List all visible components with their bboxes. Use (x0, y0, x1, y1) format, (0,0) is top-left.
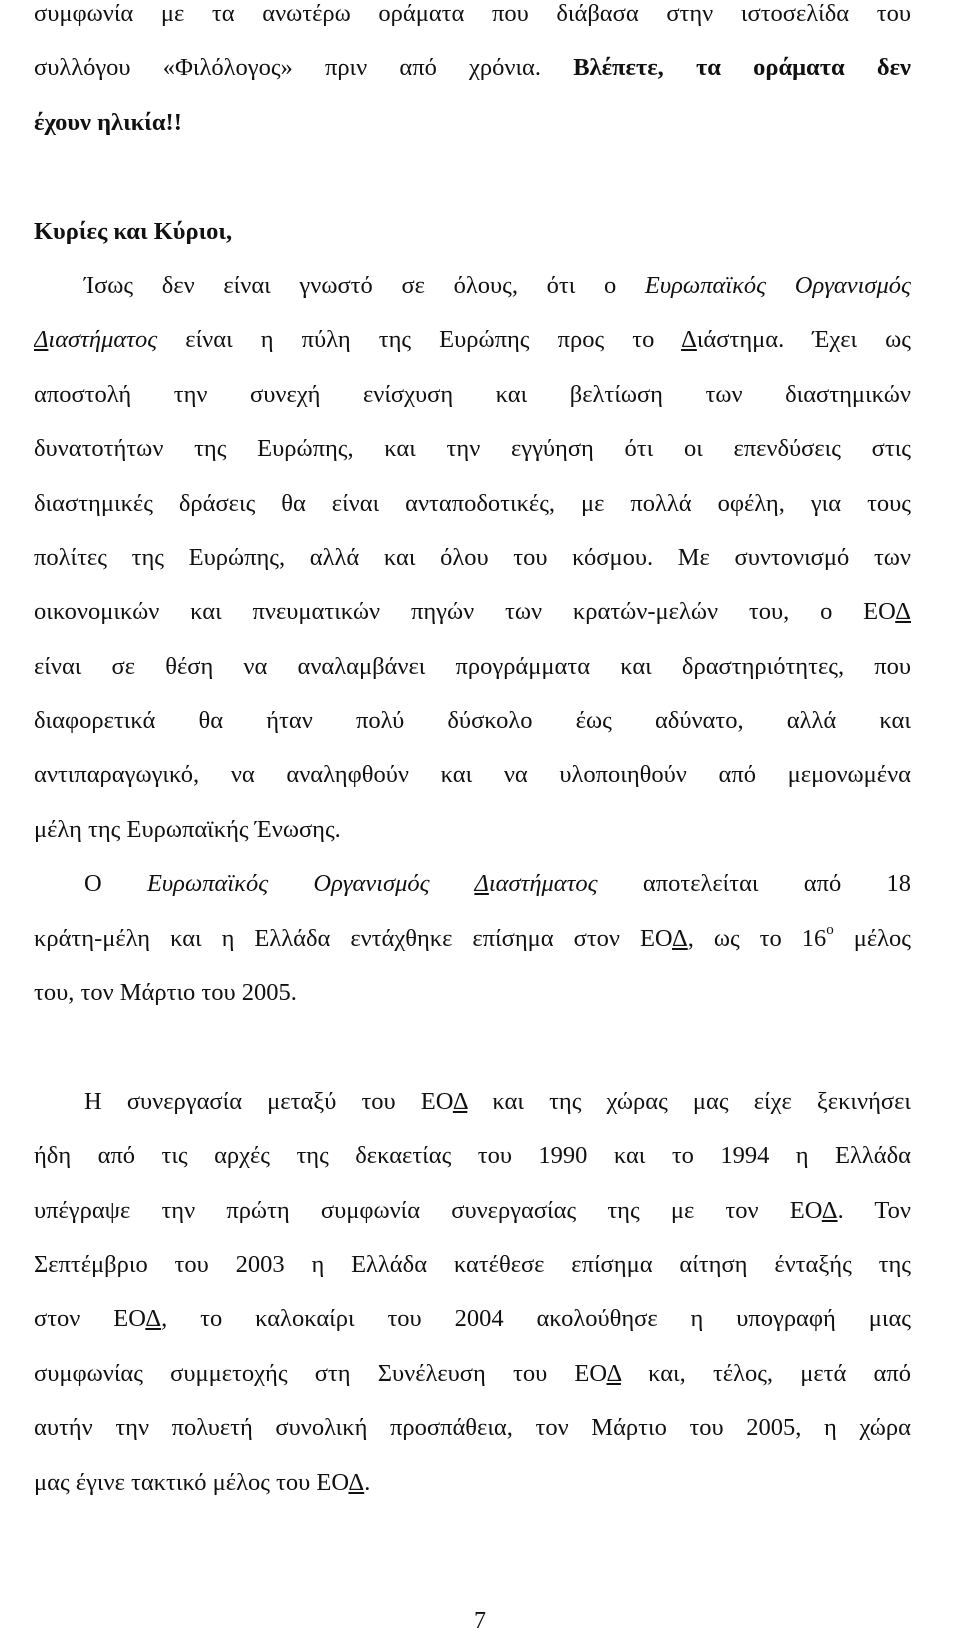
para1-line-4: δυνατοτήτων της Ευρώπης, και την εγγύηση ότι οι επενδύσεις στις (34, 435, 911, 463)
para3-line-1: Η συνεργασία μεταξύ του ΕΟΔ και της χώρας μας είχε ξεκινήσει (84, 1087, 911, 1115)
document-page (34, 0, 911, 1510)
para3-line-4: Σεπτέμβριο του 2003 η Ελλάδα κατέθεσε επίσημα αίτηση ένταξής της (34, 1250, 911, 1278)
para3-line-7: αυτήν την πολυετή συνολική προσπάθεια, τον Μάρτιο του 2005, η χώρα (34, 1414, 911, 1442)
intro-line-1: συμφωνία με τα ανωτέρω οράματα που διάβασα στην ιστοσελίδα του (34, 0, 911, 27)
para2-line-1: Ο Ευρωπαϊκός Οργανισμός Διαστήματος αποτελείται από 18 (84, 870, 911, 898)
para3-line-8: μας έγινε τακτικό μέλος του ΕΟΔ. (34, 1468, 371, 1496)
para1-line-2: Διαστήματος είναι η πύλη της Ευρώπης προς το Διάστημα. Έχει ως (34, 326, 911, 354)
page-number: 7 (474, 1608, 486, 1634)
para2-line-3: του, τον Μάρτιο του 2005. (34, 979, 297, 1007)
para3-line-2: ήδη από τις αρχές της δεκαετίας του 1990 και το 1994 η Ελλάδα (34, 1142, 911, 1170)
para1-line-6: πολίτες της Ευρώπης, αλλά και όλου του κόσμου. Με συντονισμό των (34, 543, 911, 571)
emphasis-text: έχουν ηλικία!! (34, 108, 182, 136)
para1-line-1: Ίσως δεν είναι γνωστό σε όλους, ότι ο Ευρωπαϊκός Οργανισμός (84, 271, 911, 299)
para3-line-6: συμφωνίας συμμετοχής στη Συνέλευση του ΕΟΔ και, τέλος, μετά από (34, 1359, 911, 1387)
spacer (34, 1020, 911, 1074)
para1-line-7: οικονομικών και πνευματικών πηγών των κρατών-μελών του, ο ΕΟΔ (34, 598, 911, 626)
para1-line-8: είναι σε θέση να αναλαμβάνει προγράμματα και δραστηριότητες, που (34, 652, 911, 680)
ordinal-superscript: ο (826, 922, 834, 939)
spacer (34, 150, 911, 204)
para1-line-5: διαστημικές δράσεις θα είναι ανταποδοτικές, με πολλά οφέλη, για τους (34, 489, 911, 517)
para3-line-3: υπέγραψε την πρώτη συμφωνία συνεργασίας της με τον ΕΟΔ. Τον (34, 1196, 911, 1224)
para2-line-2: κράτη-μέλη και η Ελλάδα εντάχθηκε επίσημα στον ΕΟΔ, ως το $16^o$ μέλος (34, 922, 911, 952)
para3-line-5: στον ΕΟΔ, το καλοκαίρι του 2004 ακολούθησε η υπογραφή μιας (34, 1305, 911, 1333)
intro-line-3 (34, 96, 911, 150)
intro-line-2: συλλόγου «Φιλόλογος» πριν από χρόνια. Βλέπετε, τα οράματα δεν (34, 54, 911, 82)
emphasis-text: Βλέπετε, τα οράματα δεν (573, 54, 911, 82)
para1-line-10: αντιπαραγωγικό, να αναληφθούν και να υλοποιηθούν από μεμονωμένα (34, 761, 911, 789)
para1-line-11: μέλη της Ευρωπαϊκής Ένωσης. (34, 815, 341, 843)
salutation: Κυρίες και Κύριοι, (34, 217, 233, 245)
para1-line-3: αποστολή την συνεχή ενίσχυση και βελτίωση των διαστημικών (34, 380, 911, 408)
para1-line-9: διαφορετικά θα ήταν πολύ δύσκολο έως αδύνατο, αλλά και (34, 707, 911, 735)
